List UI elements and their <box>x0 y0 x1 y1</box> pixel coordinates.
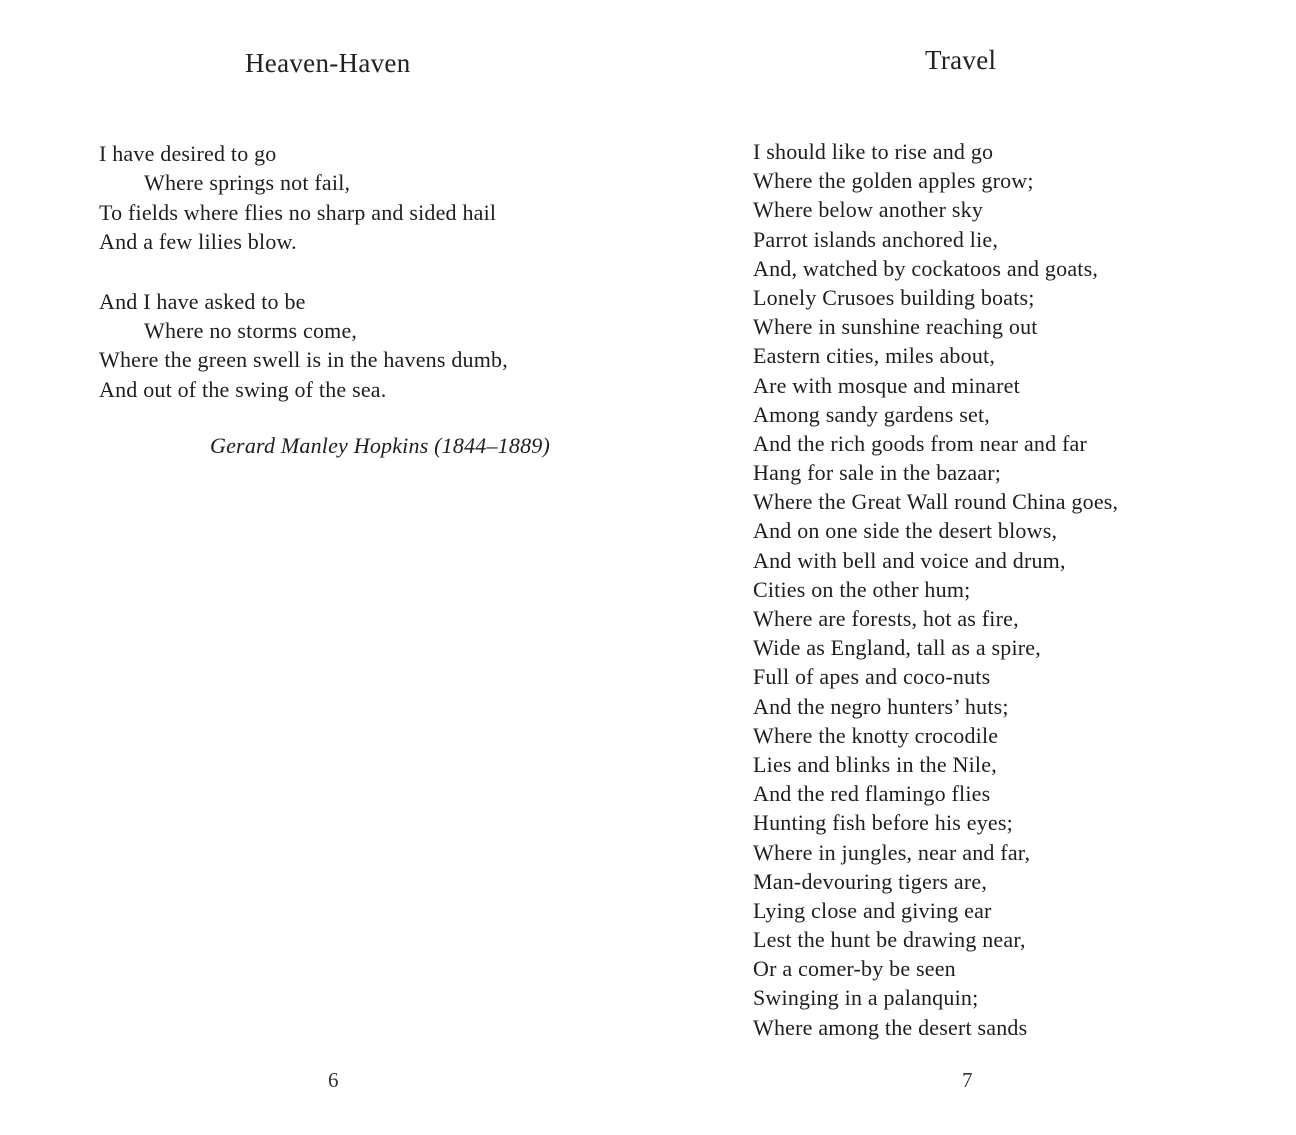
poem-line: Where the green swell is in the havens dumb, <box>99 347 508 373</box>
poem-line: Where the Great Wall round China goes, <box>753 489 1119 515</box>
poem-line: Where springs not fail, <box>144 170 351 196</box>
poem-line: And, watched by cockatoos and goats, <box>753 255 1099 281</box>
stanza <box>99 287 508 405</box>
poem-line: Hunting fish before his eyes; <box>753 810 1013 836</box>
poem-line: And the negro hunters’ huts; <box>753 693 1009 719</box>
poem-line: Parrot islands anchored lie, <box>753 226 999 252</box>
poem-line: Where the golden apples grow; <box>753 168 1034 194</box>
poem-line: I have desired to go <box>99 141 277 166</box>
poem-line: Man-devouring tigers are, <box>753 868 988 894</box>
poem-line: And I have asked to be <box>99 288 306 314</box>
poem-line: Hang for sale in the bazaar; <box>753 460 1002 486</box>
poem-line: Where among the desert sands <box>753 1014 1028 1040</box>
poem-line: And a few lilies blow. <box>99 229 297 255</box>
poem-line: Lies and blinks in the Nile, <box>753 751 997 777</box>
poem-line: Eastern cities, miles about, <box>753 343 996 369</box>
poem-line: And the rich goods from near and far <box>753 430 1088 456</box>
poem-line: Where are forests, hot as fire, <box>753 606 1019 631</box>
poem-line: Lonely Crusoes building boats; <box>753 284 1035 310</box>
poem-author: Gerard Manley Hopkins (1844–1889) <box>210 433 551 458</box>
poem-line: And the red flamingo flies <box>753 781 991 807</box>
poem-line: Swinging in a palanquin; <box>753 985 979 1011</box>
poem-title: Travel <box>925 45 997 75</box>
poem-line: Where the knotty crocodile <box>753 722 999 748</box>
poem-body <box>753 137 1118 1042</box>
poem-line: Or a comer-by be seen <box>753 956 956 982</box>
page-number: 7 <box>962 1068 973 1092</box>
poem-line: Where no storms come, <box>144 317 358 343</box>
right-page <box>648 0 1296 1135</box>
poem-line: Lest the hunt be drawing near, <box>753 927 1026 953</box>
poem-line: And out of the swing of the sea. <box>99 376 387 402</box>
stanza <box>99 139 508 257</box>
poem-line: Are with mosque and minaret <box>753 372 1020 398</box>
poem-title: Heaven-Haven <box>245 48 411 78</box>
page-number: 6 <box>328 1068 339 1092</box>
poem-line: Where in jungles, near and far, <box>753 839 1031 865</box>
poem-line: Lying close and giving ear <box>753 897 992 923</box>
poem-line: And with bell and voice and drum, <box>753 547 1066 573</box>
poem-line: Among sandy gardens set, <box>753 401 990 427</box>
poem-line: Cities on the other hum; <box>753 576 971 602</box>
poem-body <box>99 139 508 434</box>
poem-line: I should like to rise and go <box>753 139 994 164</box>
poem-line: Wide as England, tall as a spire, <box>753 635 1041 661</box>
poem-line: Where below another sky <box>753 197 984 223</box>
poem-line: Full of apes and coco-nuts <box>753 664 991 690</box>
poem-line: To fields where flies no sharp and sided hail <box>99 199 497 225</box>
poem-line: Where in sunshine reaching out <box>753 314 1038 340</box>
poem-line: And on one side the desert blows, <box>753 518 1058 544</box>
